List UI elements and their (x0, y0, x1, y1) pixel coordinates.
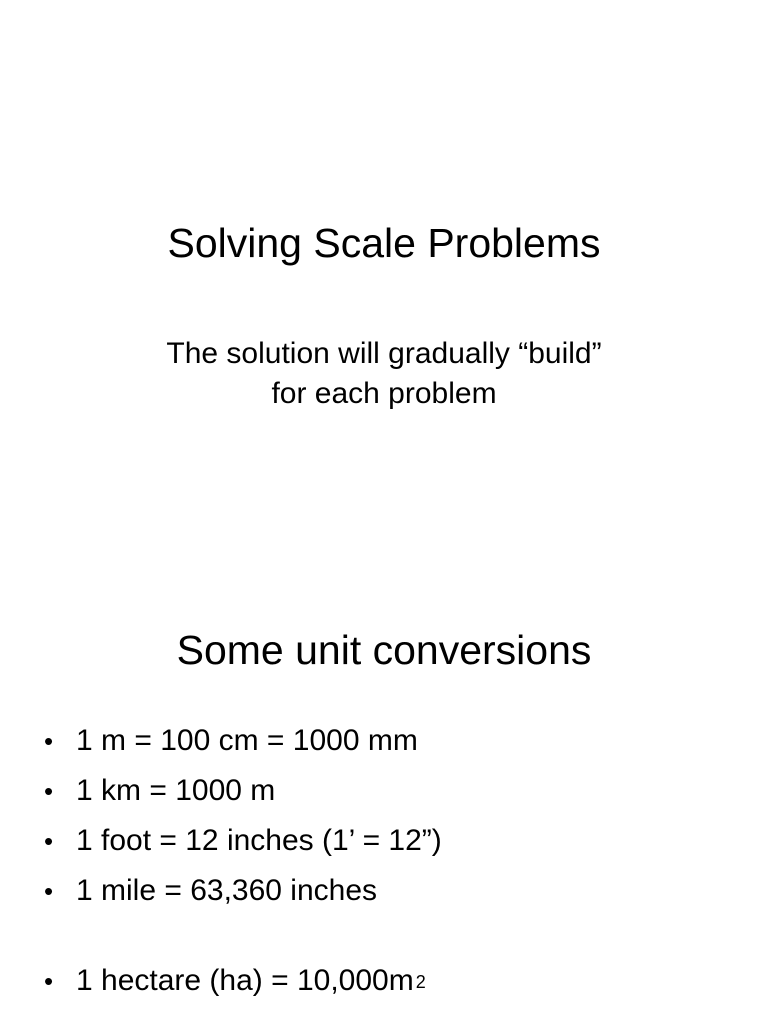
bullet-icon: • (44, 776, 54, 806)
subtitle-line-1: The solution will gradually “build” (166, 337, 602, 370)
slide-subtitle (0, 334, 768, 414)
slide-unit-conversions (0, 512, 768, 1024)
conversion-list (40, 716, 740, 1007)
subtitle-line-2: for each problem (271, 377, 497, 410)
list-item-text: 1 mile = 63,360 inches (76, 874, 378, 907)
list-item-text: 1 m = 100 cm = 1000 mm (76, 724, 418, 757)
bullet-icon: • (44, 876, 54, 906)
list-item (40, 816, 740, 866)
list-item (40, 766, 740, 816)
list-item (40, 956, 740, 1007)
bullet-icon: • (44, 966, 54, 996)
bullet-icon: • (44, 826, 54, 856)
superscript: 2 (415, 972, 426, 992)
list-item-text: 1 foot = 12 inches (1’ = 12”) (76, 824, 442, 857)
bullet-icon: • (44, 726, 54, 756)
list-item-text: 1 km = 1000 m (76, 774, 276, 807)
slide-title: Solving Scale Problems (167, 220, 601, 266)
slide-title: Some unit conversions (176, 627, 592, 673)
list-item (40, 716, 740, 766)
list-item (40, 866, 740, 916)
list-item-text: 1 hectare (ha) = 10,000m (76, 964, 414, 997)
